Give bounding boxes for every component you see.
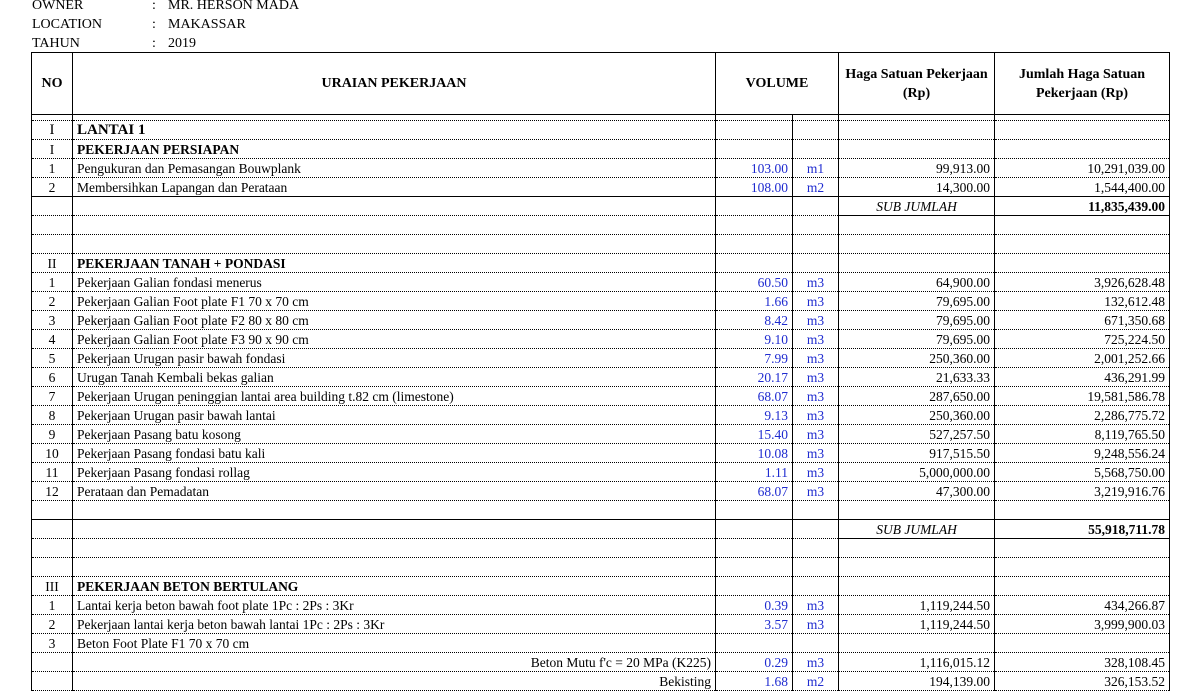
section-no: II [32, 254, 73, 273]
section-header [32, 577, 1170, 596]
lantai-title: LANTAI 1 [73, 121, 716, 140]
subtotal-label: SUB JUMLAH [839, 520, 995, 539]
row-price: 250,360.00 [839, 406, 995, 425]
cell [839, 216, 995, 235]
cell [716, 197, 793, 216]
cell [839, 235, 995, 254]
cell [995, 254, 1170, 273]
row-total: 2,286,775.72 [995, 406, 1170, 425]
header-harga: Haga Satuan Pekerjaan (Rp) [839, 53, 995, 115]
table-row [32, 349, 1170, 368]
row-desc: Pekerjaan lantai kerja beton bawah lantai 1Pc : 2Ps : 3Kr [73, 615, 716, 634]
row-desc: Pekerjaan Pasang fondasi rollag [73, 463, 716, 482]
row-volume: 8.42 [716, 311, 793, 330]
subrow-total: 328,108.45 [995, 653, 1170, 672]
cell [839, 558, 995, 577]
row-unit [793, 634, 839, 653]
section-header [32, 254, 1170, 273]
table-row [32, 596, 1170, 615]
cell [32, 235, 73, 254]
row-desc: Pekerjaan Pasang batu kosong [73, 425, 716, 444]
row-volume: 103.00 [716, 159, 793, 178]
row-total: 434,266.87 [995, 596, 1170, 615]
cell [716, 520, 793, 539]
row-unit: m3 [793, 368, 839, 387]
blank-row [32, 235, 1170, 254]
table-row [32, 292, 1170, 311]
cell [793, 254, 839, 273]
cell [995, 558, 1170, 577]
row-price: 250,360.00 [839, 349, 995, 368]
cell [73, 539, 716, 558]
table-header [32, 53, 1170, 115]
cell [73, 520, 716, 539]
row-volume: 20.17 [716, 368, 793, 387]
row-price: 64,900.00 [839, 273, 995, 292]
row-desc: Pekerjaan Urugan pasir bawah lantai [73, 406, 716, 425]
table-row [32, 311, 1170, 330]
cell [73, 197, 716, 216]
subrow-total: 326,153.52 [995, 672, 1170, 691]
header-no: NO [32, 53, 73, 115]
row-unit: m3 [793, 387, 839, 406]
row-volume: 1.66 [716, 292, 793, 311]
row-desc: Perataan dan Pemadatan [73, 482, 716, 501]
row-unit: m3 [793, 463, 839, 482]
cell [32, 197, 73, 216]
row-total: 1,544,400.00 [995, 178, 1170, 197]
cell [793, 501, 839, 520]
row-no: 8 [32, 406, 73, 425]
cell [793, 140, 839, 159]
row-desc: Pekerjaan Galian Foot plate F2 80 x 80 cm [73, 311, 716, 330]
subrow-desc: Bekisting [73, 672, 716, 691]
subrow-unit: m2 [793, 672, 839, 691]
row-desc: Pekerjaan Galian Foot plate F3 90 x 90 cm [73, 330, 716, 349]
table-row [32, 178, 1170, 197]
cell [73, 501, 716, 520]
row-volume: 7.99 [716, 349, 793, 368]
table-row [32, 330, 1170, 349]
cell [995, 121, 1170, 140]
row-desc: Pekerjaan Urugan peninggian lantai area building t.82 cm (limestone) [73, 387, 716, 406]
row-price: 14,300.00 [839, 178, 995, 197]
row-unit: m3 [793, 444, 839, 463]
row-volume: 3.57 [716, 615, 793, 634]
subrow-desc: Beton Mutu f'c = 20 MPa (K225) [73, 653, 716, 672]
row-no: 6 [32, 368, 73, 387]
meta-tahun [32, 34, 196, 53]
section-no: III [32, 577, 73, 596]
cell [716, 577, 793, 596]
cell [995, 539, 1170, 558]
lantai-row [32, 121, 1170, 140]
cell [716, 539, 793, 558]
row-total: 2,001,252.66 [995, 349, 1170, 368]
row-total: 3,999,900.03 [995, 615, 1170, 634]
table-row [32, 482, 1170, 501]
cell [793, 197, 839, 216]
row-desc: Pekerjaan Pasang fondasi batu kali [73, 444, 716, 463]
row-price: 917,515.50 [839, 444, 995, 463]
header-volume: VOLUME [716, 53, 839, 115]
cell [716, 501, 793, 520]
row-price: 79,695.00 [839, 292, 995, 311]
cell [839, 254, 995, 273]
cell [995, 501, 1170, 520]
row-total: 10,291,039.00 [995, 159, 1170, 178]
row-unit: m3 [793, 292, 839, 311]
row-total: 671,350.68 [995, 311, 1170, 330]
cell [73, 235, 716, 254]
row-desc: Membersihkan Lapangan dan Perataan [73, 178, 716, 197]
row-no: 9 [32, 425, 73, 444]
tahun-label: TAHUN [32, 36, 80, 51]
blank-row [32, 558, 1170, 577]
table-row [32, 387, 1170, 406]
row-no: 10 [32, 444, 73, 463]
row-total: 725,224.50 [995, 330, 1170, 349]
section-no: I [32, 140, 73, 159]
tahun-value: 2019 [168, 36, 196, 51]
row-price: 21,633.33 [839, 368, 995, 387]
row-volume: 60.50 [716, 273, 793, 292]
row-volume: 15.40 [716, 425, 793, 444]
table-row [32, 425, 1170, 444]
blank-row [32, 539, 1170, 558]
row-no: 7 [32, 387, 73, 406]
row-no: 11 [32, 463, 73, 482]
owner-value: MR. HERSON MADA [168, 0, 300, 13]
row-total: 3,219,916.76 [995, 482, 1170, 501]
cell [32, 539, 73, 558]
row-volume [716, 634, 793, 653]
table-row [32, 406, 1170, 425]
row-no: 4 [32, 330, 73, 349]
row-desc: Beton Foot Plate F1 70 x 70 cm [73, 634, 716, 653]
cell [793, 520, 839, 539]
subtotal-value: 11,835,439.00 [995, 197, 1170, 216]
section-header [32, 140, 1170, 159]
table-row [32, 615, 1170, 634]
table-row [32, 444, 1170, 463]
meta-location [32, 15, 246, 34]
subrow-volume: 1.68 [716, 672, 793, 691]
row-unit: m2 [793, 178, 839, 197]
cell [793, 539, 839, 558]
row-price: 47,300.00 [839, 482, 995, 501]
row-unit: m1 [793, 159, 839, 178]
row-no: 1 [32, 159, 73, 178]
row-desc: Urugan Tanah Kembali bekas galian [73, 368, 716, 387]
cell [73, 216, 716, 235]
row-unit: m3 [793, 482, 839, 501]
table-row [32, 273, 1170, 292]
cell [839, 121, 995, 140]
row-no: 2 [32, 615, 73, 634]
row-no: 2 [32, 178, 73, 197]
row-total [995, 634, 1170, 653]
subrow-price: 194,139.00 [839, 672, 995, 691]
row-total: 8,119,765.50 [995, 425, 1170, 444]
row-desc: Pekerjaan Galian Foot plate F1 70 x 70 cm [73, 292, 716, 311]
row-no: 1 [32, 596, 73, 615]
table-subrow [32, 672, 1170, 691]
cell [793, 216, 839, 235]
row-price: 79,695.00 [839, 330, 995, 349]
cell [73, 558, 716, 577]
subrow-price: 1,116,015.12 [839, 653, 995, 672]
row-unit: m3 [793, 349, 839, 368]
row-desc: Lantai kerja beton bawah foot plate 1Pc : 2Ps : 3Kr [73, 596, 716, 615]
table-subrow [32, 653, 1170, 672]
tahun-sep: : [152, 36, 156, 51]
location-value: MAKASSAR [168, 17, 246, 32]
cell [716, 216, 793, 235]
cell [716, 121, 793, 140]
row-price: 99,913.00 [839, 159, 995, 178]
cell [839, 577, 995, 596]
row-total: 19,581,586.78 [995, 387, 1170, 406]
row-desc: Pengukuran dan Pemasangan Bouwplank [73, 159, 716, 178]
row-volume: 108.00 [716, 178, 793, 197]
subtotal-value: 55,918,711.78 [995, 520, 1170, 539]
row-unit: m3 [793, 330, 839, 349]
row-volume: 9.13 [716, 406, 793, 425]
cell [716, 140, 793, 159]
row-total: 3,926,628.48 [995, 273, 1170, 292]
row-price [839, 634, 995, 653]
rab-table [31, 52, 1170, 691]
row-total: 436,291.99 [995, 368, 1170, 387]
row-price: 287,650.00 [839, 387, 995, 406]
table-row [32, 368, 1170, 387]
owner-sep: : [152, 0, 156, 13]
row-total: 132,612.48 [995, 292, 1170, 311]
row-volume: 10.08 [716, 444, 793, 463]
subtotal-row [32, 197, 1170, 216]
row-price: 5,000,000.00 [839, 463, 995, 482]
location-sep: : [152, 17, 156, 32]
section-title: PEKERJAAN BETON BERTULANG [73, 577, 716, 596]
row-volume: 0.39 [716, 596, 793, 615]
cell [793, 558, 839, 577]
section-title: PEKERJAAN TANAH + PONDASI [73, 254, 716, 273]
cell [793, 235, 839, 254]
row-price: 79,695.00 [839, 311, 995, 330]
cell [839, 140, 995, 159]
cell [995, 235, 1170, 254]
row-no: 1 [32, 273, 73, 292]
cell [32, 520, 73, 539]
row-volume: 9.10 [716, 330, 793, 349]
cell [32, 653, 73, 672]
row-price: 1,119,244.50 [839, 596, 995, 615]
row-no: 3 [32, 634, 73, 653]
cell [995, 216, 1170, 235]
row-no: 5 [32, 349, 73, 368]
subrow-volume: 0.29 [716, 653, 793, 672]
row-no: 2 [32, 292, 73, 311]
row-volume: 68.07 [716, 387, 793, 406]
blank-row [32, 216, 1170, 235]
row-no: 12 [32, 482, 73, 501]
owner-label: OWNER [32, 0, 84, 13]
cell [32, 558, 73, 577]
cell [32, 501, 73, 520]
cell [839, 539, 995, 558]
row-no: 3 [32, 311, 73, 330]
row-price: 527,257.50 [839, 425, 995, 444]
row-total: 5,568,750.00 [995, 463, 1170, 482]
row-unit: m3 [793, 273, 839, 292]
subrow-unit: m3 [793, 653, 839, 672]
cell [716, 254, 793, 273]
cell [995, 140, 1170, 159]
row-price: 1,119,244.50 [839, 615, 995, 634]
cell [32, 216, 73, 235]
meta-owner [32, 0, 299, 15]
row-unit: m3 [793, 406, 839, 425]
lantai-no: I [32, 121, 73, 140]
subtotal-row [32, 520, 1170, 539]
cell [716, 235, 793, 254]
table-row [32, 159, 1170, 178]
cell [716, 558, 793, 577]
row-unit: m3 [793, 596, 839, 615]
cell [995, 577, 1170, 596]
table-body [32, 115, 1170, 691]
subtotal-label: SUB JUMLAH [839, 197, 995, 216]
table-row [32, 634, 1170, 653]
location-label: LOCATION [32, 17, 102, 32]
section-title: PEKERJAAN PERSIAPAN [73, 140, 716, 159]
header-uraian: URAIAN PEKERJAAN [73, 53, 716, 115]
header-jumlah: Jumlah Haga Satuan Pekerjaan (Rp) [995, 53, 1170, 115]
cell [793, 121, 839, 140]
row-volume: 68.07 [716, 482, 793, 501]
row-volume: 1.11 [716, 463, 793, 482]
row-desc: Pekerjaan Urugan pasir bawah fondasi [73, 349, 716, 368]
cell [32, 672, 73, 691]
row-unit: m3 [793, 311, 839, 330]
table-row [32, 463, 1170, 482]
row-desc: Pekerjaan Galian fondasi menerus [73, 273, 716, 292]
row-unit: m3 [793, 425, 839, 444]
row-unit: m3 [793, 615, 839, 634]
cell [793, 577, 839, 596]
cell [839, 501, 995, 520]
blank-row [32, 501, 1170, 520]
row-total: 9,248,556.24 [995, 444, 1170, 463]
